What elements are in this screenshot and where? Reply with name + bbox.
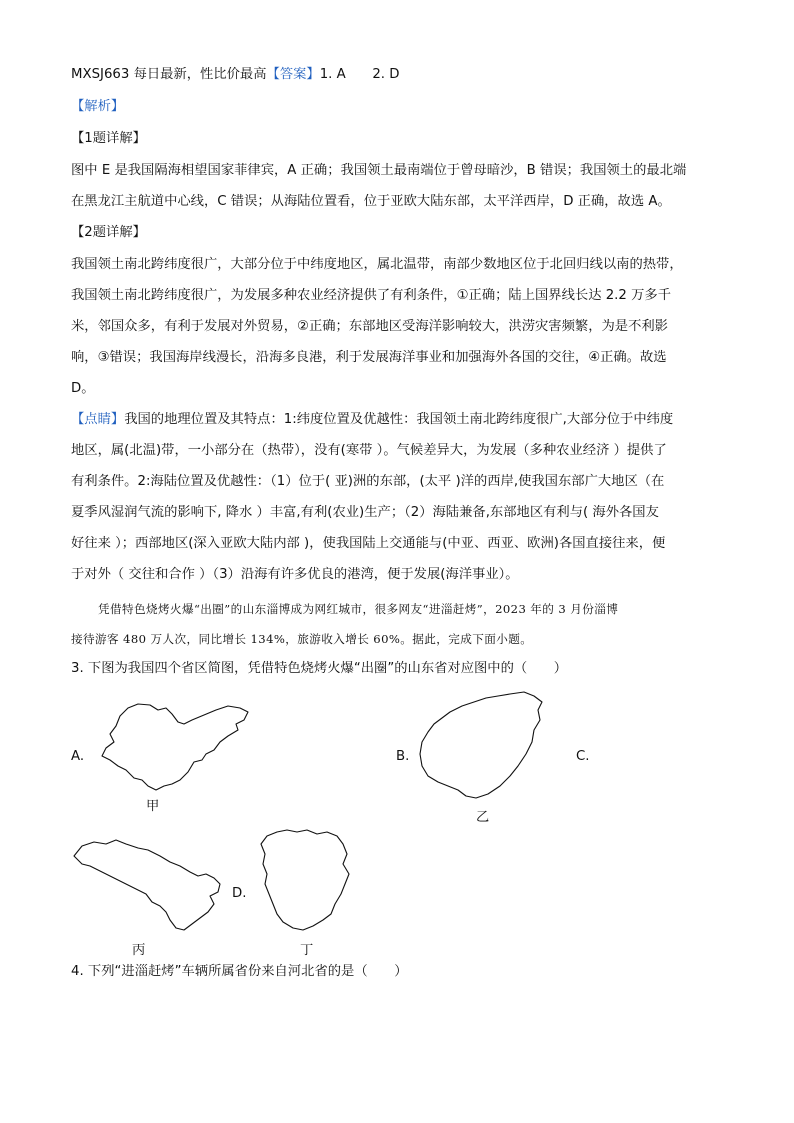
tip-line-4: 夏季风湿润气流的影响下, 降水 ）丰富,有利(农业)生产；（2）海陆兼备,东部地区有利与( 海外各国友 xyxy=(71,505,659,520)
option-a-label[interactable]: A. xyxy=(71,749,85,764)
tip-line-2: 地区，属(北温)带，一小部分在（热带），没有(寒带 ）。气候差异大，为发展（多种农业经济 ）提供了 xyxy=(71,443,667,458)
tip-text-1: 我国的地理位置及其特点：1:纬度位置及优越性：我国领土南北跨纬度很广,大部分位于中纬度 xyxy=(124,412,674,427)
tip-line-1 xyxy=(71,410,673,430)
tip-line-5: 好往来 ）；西部地区(深入亚欧大陆内部 )，使我国陆上交通能与(中亚、西亚、欧洲)各国直接往来，便 xyxy=(71,536,666,551)
map-label-jia: 甲 xyxy=(146,799,160,814)
q2-line-5: D。 xyxy=(71,381,95,396)
tip-label: 【点睛】 xyxy=(71,412,125,427)
map-bing-outline xyxy=(74,840,220,930)
analysis-label: 【解析】 xyxy=(71,99,125,114)
option-b-label[interactable]: B. xyxy=(396,749,410,764)
map-ding-hunan xyxy=(255,826,355,936)
slogan: 每日最新，性比价最高 xyxy=(133,67,267,82)
tip-line-6: 于对外（ 交往和合作 ）（3）沿海有许多优良的港湾，便于发展(海洋事业）。 xyxy=(71,567,519,582)
map-jia-shandong xyxy=(92,700,252,795)
doc-code: MXSJ663 xyxy=(71,67,130,82)
map-label-bing: 丙 xyxy=(132,943,146,958)
q2-heading: 【2题详解】 xyxy=(71,225,146,240)
q2-line-4: 响，③错误；我国海岸线漫长，沿海多良港，利于发展海洋事业和加强海外各国的交往，④正确。故选 xyxy=(71,350,667,365)
option-c-label[interactable]: C. xyxy=(576,749,590,764)
map-bing-gansu xyxy=(68,832,226,934)
map-jia-outline xyxy=(102,704,248,790)
answers: 1. A 2. D xyxy=(319,67,400,82)
material-line-2: 接待游客 480 万人次，同比增长 134%，旅游收入增长 60%。据此，完成下面小题。 xyxy=(71,632,533,646)
map-label-yi: 乙 xyxy=(476,810,490,825)
map-ding-outline xyxy=(261,830,349,930)
answer-header xyxy=(71,65,399,85)
tip-line-3: 有利条件。2:海陆位置及优越性：（1）位于( 亚)洲的东部，(太平 )洋的西岸,使我国东部广大地区（在 xyxy=(71,474,665,489)
question4-text: 4. 下列“进淄赶烤”车辆所属省份来自河北省的是（ ） xyxy=(71,964,408,979)
q2-line-1: 我国领土南北跨纬度很广，大部分位于中纬度地区，属北温带，南部少数地区位于北回归线以南的热带， xyxy=(71,257,683,272)
q1-heading: 【1题详解】 xyxy=(71,131,146,146)
q2-line-3: 米，邻国众多，有利于发展对外贸易，②正确；东部地区受海洋影响较大，洪涝灾害频繁，为是不利影 xyxy=(71,319,668,334)
option-d-label[interactable]: D. xyxy=(232,886,247,901)
material-line-1: 凭借特色烧烤火爆“出圈”的山东淄博成为网红城市，很多网友“进淄赶烤”，2023 年的 3 月份淄博 xyxy=(98,602,619,616)
map-label-ding: 丁 xyxy=(300,943,314,958)
answer-label: 【答案】 xyxy=(266,67,320,82)
map-yi-outline xyxy=(420,692,542,798)
question3-text: 3. 下图为我国四个省区简图，凭借特色烧烤火爆“出圈”的山东省对应图中的（ ） xyxy=(71,661,568,676)
q2-line-2: 我国领土南北跨纬度很广，为发展多种农业经济提供了有利条件，①正确；陆上国界线长达 2.2 万多千 xyxy=(71,288,671,303)
q1-line-2: 在黑龙江主航道中心线，C 错误；从海陆位置看，位于亚欧大陆东部，太平洋西岸，D 正确，故选 A。 xyxy=(71,194,671,209)
map-yi-hainan xyxy=(414,690,549,805)
q1-line-1: 图中 E 是我国隔海相望国家菲律宾，A 正确；我国领土最南端位于曾母暗沙，B 错误；我国领土的最北端 xyxy=(71,163,687,178)
